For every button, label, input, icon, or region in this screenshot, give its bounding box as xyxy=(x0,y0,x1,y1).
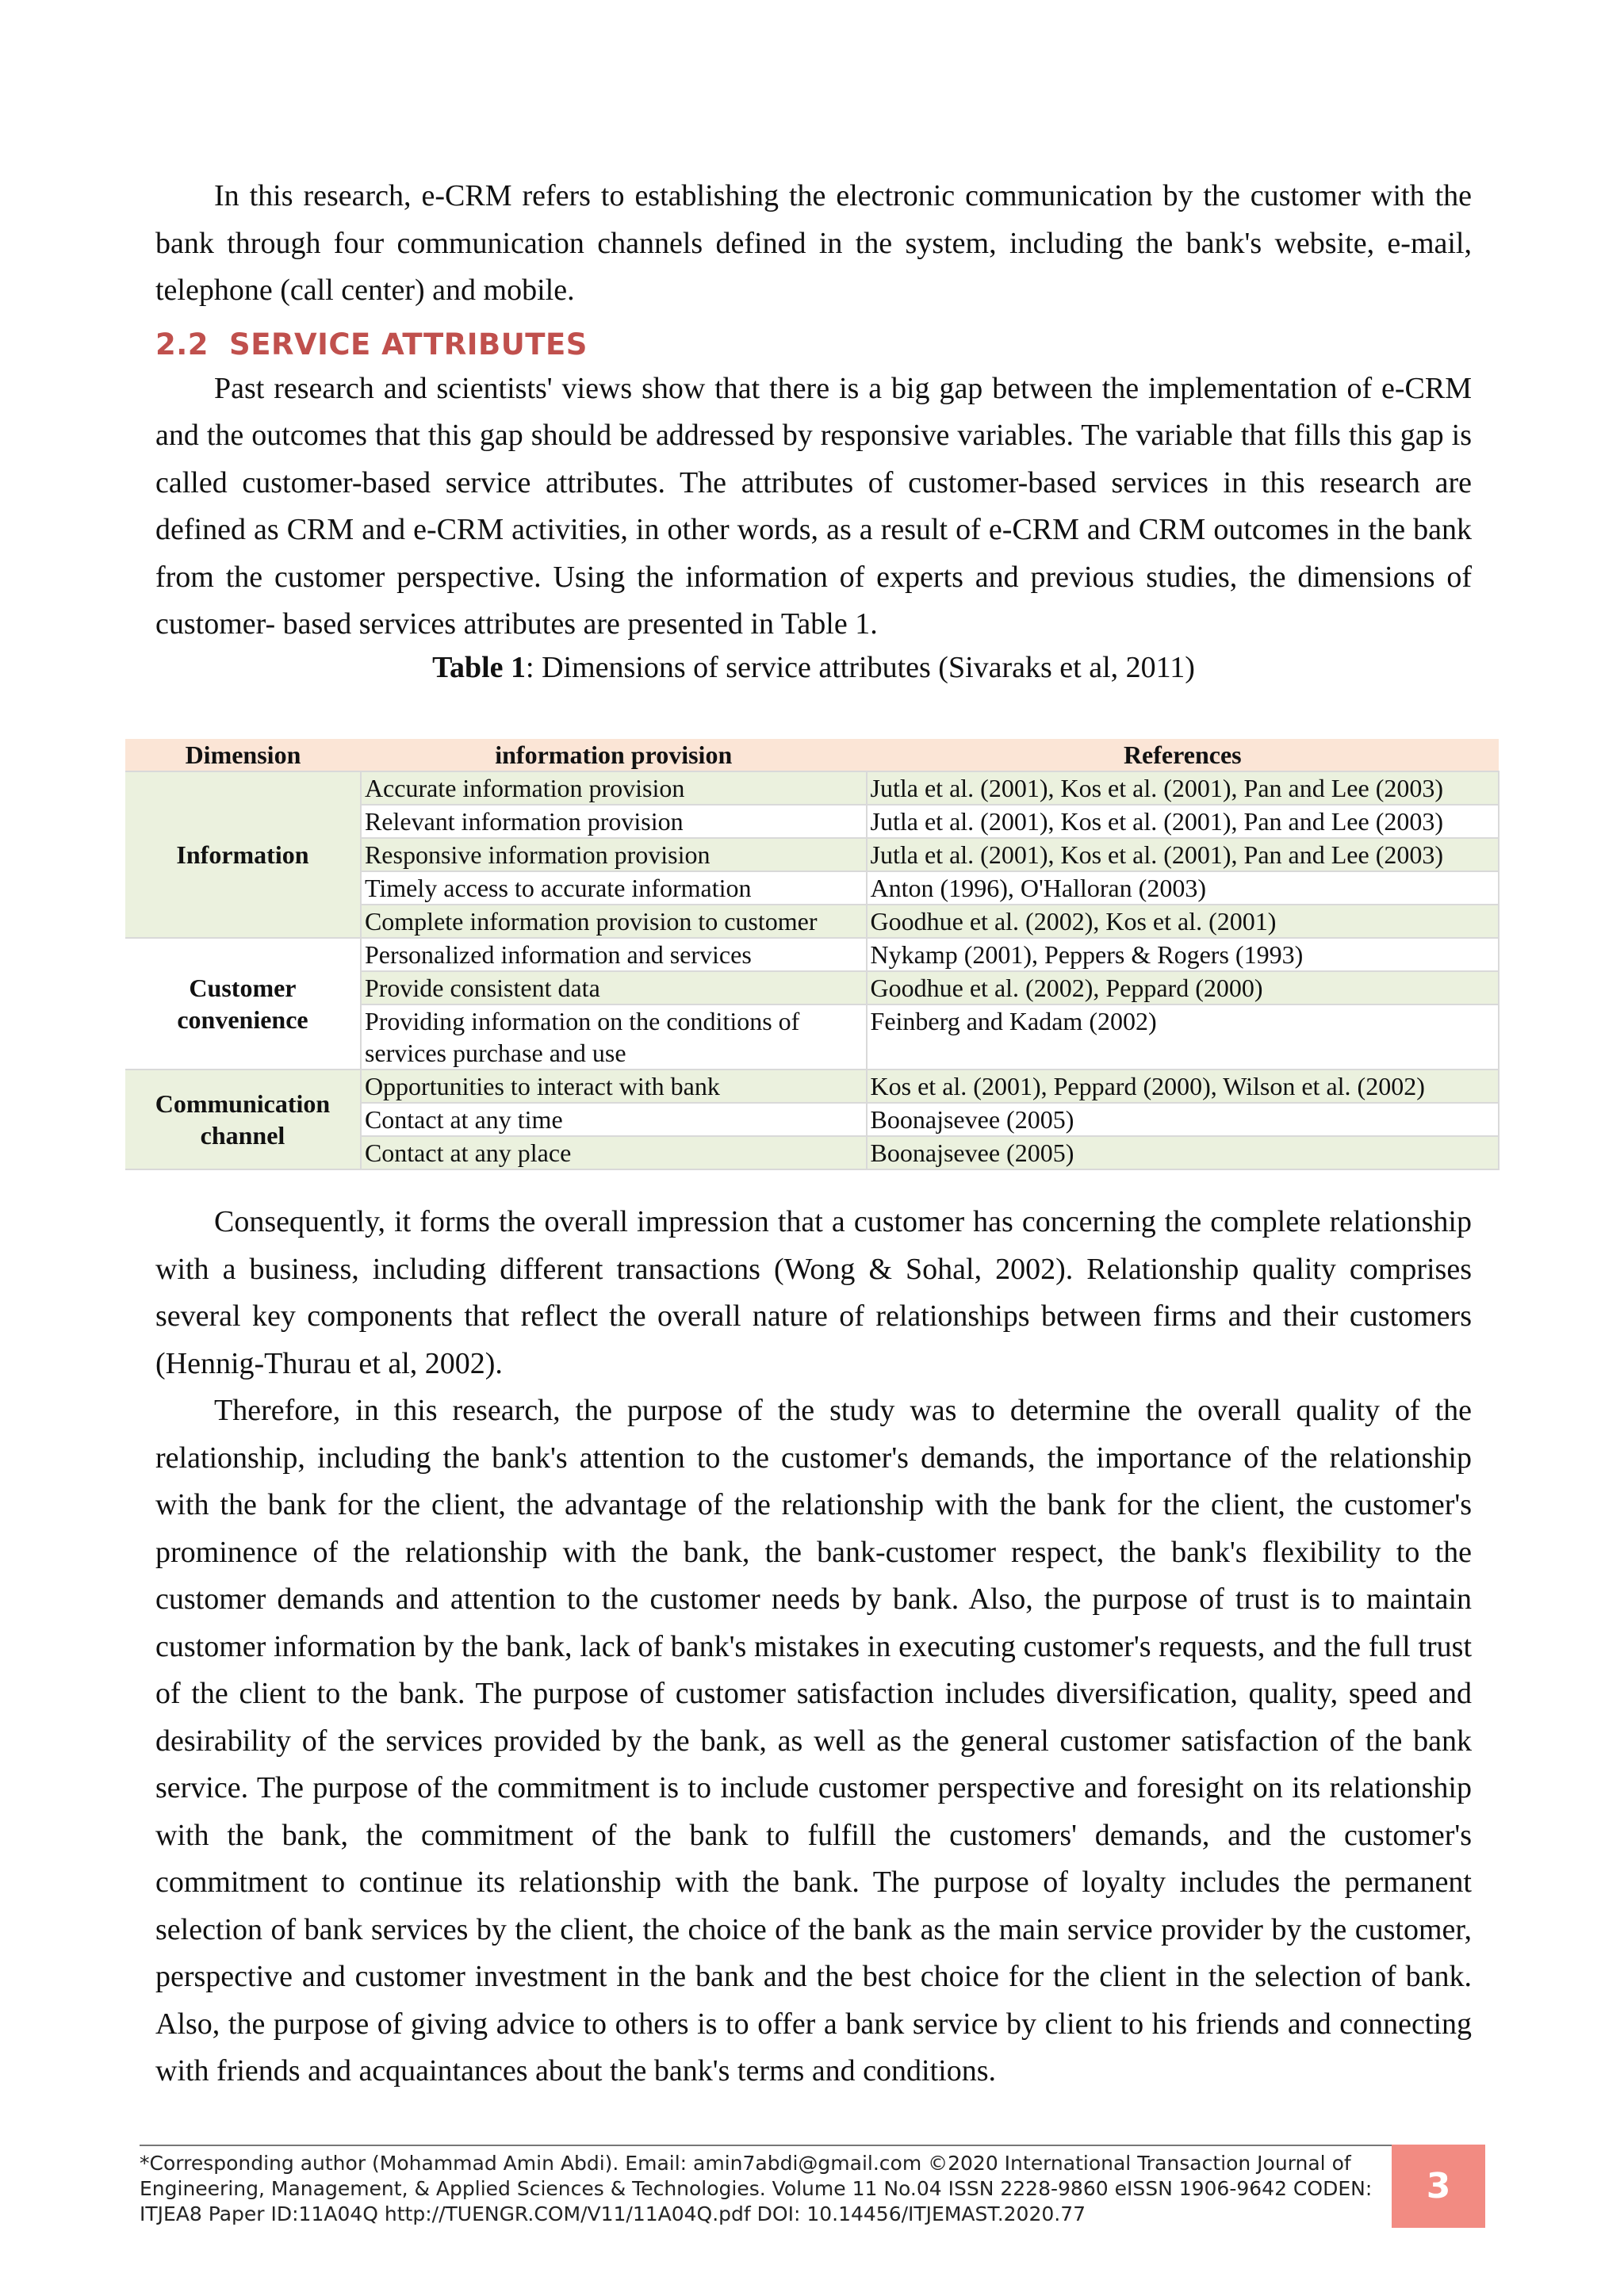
footer-line-1: *Corresponding author (Mohammad Amin Abdi). Email: amin7abdi@gmail.com ©2020 International Transaction Journal of xyxy=(140,2152,1351,2175)
page-body-continued xyxy=(155,1199,1472,2095)
reference-cell: Boonajsevee (2005) xyxy=(867,1136,1499,1169)
table-caption xyxy=(155,649,1472,687)
section-heading xyxy=(155,324,1472,365)
table-caption-label: Table 1 xyxy=(432,650,527,684)
item-cell: Provide consistent data xyxy=(361,971,867,1004)
footer-line-2: Engineering, Management, & Applied Sciences & Technologies. Volume 11 No.04 ISSN 2228-9860 eISSN 1906-9642 CODEN: xyxy=(140,2177,1373,2200)
page-footer xyxy=(140,2145,1452,2227)
reference-cell: Anton (1996), O'Halloran (2003) xyxy=(867,871,1499,905)
table-caption-text: : Dimensions of service attributes (Sivaraks et al, 2011) xyxy=(526,650,1195,684)
reference-cell: Jutla et al. (2001), Kos et al. (2001), Pan and Lee (2003) xyxy=(867,771,1499,805)
item-cell: Complete information provision to customer xyxy=(361,905,867,938)
item-cell: Timely access to accurate information xyxy=(361,871,867,905)
reference-cell: Jutla et al. (2001), Kos et al. (2001), Pan and Lee (2003) xyxy=(867,838,1499,871)
attributes-table xyxy=(125,739,1500,1170)
table-row xyxy=(125,1070,1499,1103)
header-information-provision: information provision xyxy=(361,739,867,771)
item-cell: Responsive information provision xyxy=(361,838,867,871)
paragraph-after-table: Consequently, it forms the overall impression that a customer has concerning the complete relationship with a business, including different transactions (Wong & Sohal, 2002). Relationship quality comprises several key components that reflect the overall nature of relationships between firms and their customers (Hennig-Thurau et al, 2002). xyxy=(155,1205,1472,1380)
reference-cell: Goodhue et al. (2002), Kos et al. (2001) xyxy=(867,905,1499,938)
reference-cell: Feinberg and Kadam (2002) xyxy=(867,1004,1499,1070)
dimension-cell-information: Information xyxy=(125,771,361,938)
reference-cell: Kos et al. (2001), Peppard (2000), Wilson et al. (2002) xyxy=(867,1070,1499,1103)
footer-line-3: ITJEA8 Paper ID:11A04Q http://TUENGR.COM/V11/11A04Q.pdf DOI: 10.14456/ITJEMAST.2020.77 xyxy=(140,2202,1086,2225)
header-dimension: Dimension xyxy=(125,739,361,771)
table-row xyxy=(125,771,1499,805)
item-cell: Accurate information provision xyxy=(361,771,867,805)
reference-cell: Nykamp (2001), Peppers & Rogers (1993) xyxy=(867,938,1499,971)
intro-paragraph: In this research, e-CRM refers to establishing the electronic communication by the customer with the bank through four communication channels defined in the system, including the bank's website, e-mail, telephone (call center) and mobile. xyxy=(155,179,1472,307)
item-cell: Relevant information provision xyxy=(361,805,867,838)
reference-cell: Jutla et al. (2001), Kos et al. (2001), Pan and Lee (2003) xyxy=(867,805,1499,838)
reference-cell: Goodhue et al. (2002), Peppard (2000) xyxy=(867,971,1499,1004)
section-paragraph: Past research and scientists' views show that there is a big gap between the implementation of e-CRM and the outcomes that this gap should be addressed by responsive variables. The variable that fills this gap is called customer-based service attributes. The attributes of customer-based services in this research are defined as CRM and e-CRM activities, in other words, as a result of e-CRM and CRM outcomes in the bank from the customer perspective. Using the information of experts and previous studies, the dimensions of customer- based services attributes are presented in Table 1. xyxy=(155,371,1472,641)
paragraph-final: Therefore, in this research, the purpose of the study was to determine the overall quality of the relationship, including the bank's attention to the customer's demands, the importance of the relationship with the bank for the client, the advantage of the relationship with the bank for the client, the customer's prominence of the relationship with the bank, the bank-customer respect, the bank's flexibility to the customer demands and attention to the customer needs by bank. Also, the purpose of trust is to maintain customer information by the bank, lack of bank's mistakes in executing customer's requests, and the full trust of the client to the bank. The purpose of customer satisfaction includes diversification, quality, speed and desirability of the services provided by the bank, as well as the general customer satisfaction of the bank service. The purpose of the commitment is to include customer perspective and foresight on its relationship with the bank, the commitment of the bank to fulfill the customers' demands, and the customer's commitment to continue its relationship with the bank. The purpose of loyalty includes the permanent selection of bank services by the client, the choice of the bank as the main service provider by the customer, perspective and customer investment in the bank and the best choice for the client in the selection of bank. Also, the purpose of giving advice to others is to offer a bank service by client to his friends and connecting with friends and acquaintances about the bank's terms and conditions. xyxy=(155,1394,1472,2087)
item-cell: Contact at any time xyxy=(361,1103,867,1136)
reference-cell: Boonajsevee (2005) xyxy=(867,1103,1499,1136)
item-cell: Personalized information and services xyxy=(361,938,867,971)
page-number: 3 xyxy=(1392,2145,1485,2228)
item-cell: Opportunities to interact with bank xyxy=(361,1070,867,1103)
page-body xyxy=(155,173,1472,687)
table-header-row xyxy=(125,739,1499,771)
header-references: References xyxy=(867,739,1499,771)
item-cell: Contact at any place xyxy=(361,1136,867,1169)
item-cell: Providing information on the conditions of services purchase and use xyxy=(361,1004,867,1070)
table-row xyxy=(125,938,1499,971)
section-title: SERVICE ATTRIBUTES xyxy=(229,327,588,362)
section-number: 2.2 xyxy=(155,327,209,362)
dimension-cell-communication-channel: Communication channel xyxy=(125,1070,361,1169)
dimension-cell-customer-convenience: Customer convenience xyxy=(125,938,361,1070)
